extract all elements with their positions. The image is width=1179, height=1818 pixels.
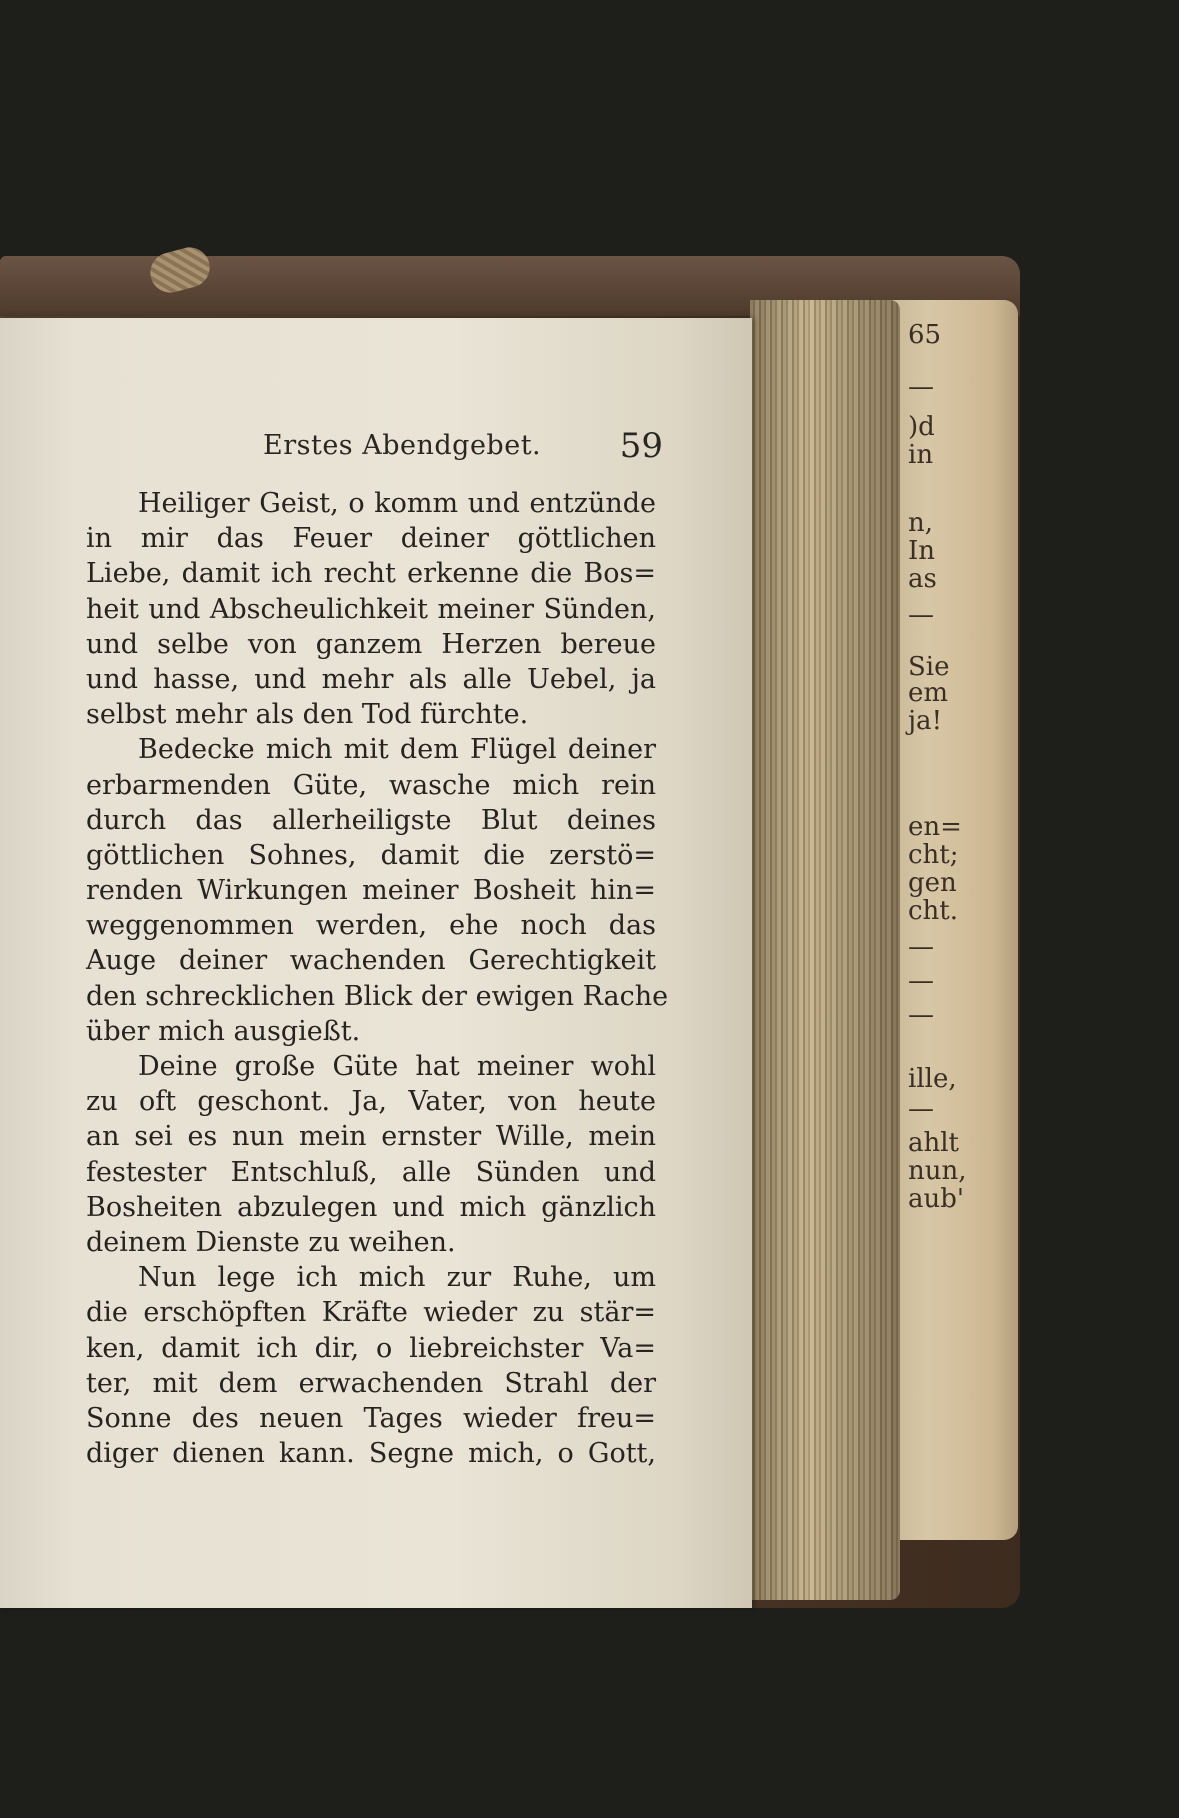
book-page — [0, 318, 752, 1608]
page-stack-shade — [750, 300, 900, 1600]
facing-page-fragment: )d — [908, 412, 935, 442]
text-line: renden Wirkungen meiner Bosheit hin= — [86, 875, 656, 907]
text-line: Deine große Güte hat meiner wohl — [138, 1051, 656, 1082]
facing-page-fragment: nun, — [908, 1156, 967, 1186]
facing-page-fragment: ahlt — [908, 1128, 960, 1158]
facing-page-fragment: in — [908, 440, 934, 470]
facing-page-fragment: aub' — [908, 1184, 965, 1214]
text-line: ter, mit dem erwachenden Strahl der — [86, 1367, 656, 1399]
text-line: diger dienen kann. Segne mich, o Gott, — [86, 1438, 656, 1470]
text-line: weggenommen werden, ehe noch das — [86, 910, 656, 942]
running-title: Erstes Abendgebet. — [263, 430, 542, 461]
facing-page-fragment: Sie — [908, 652, 950, 682]
facing-page-fragment: — — [908, 372, 934, 402]
text-line: die erschöpften Kräfte wieder zu stär= — [86, 1297, 656, 1329]
facing-page-fragment: gen — [908, 868, 957, 898]
text-line: zu oft geschont. Ja, Vater, von heute — [86, 1086, 656, 1118]
facing-page-fragment: — — [908, 1000, 934, 1030]
running-head — [88, 426, 663, 470]
text-line: göttlichen Sohnes, damit die zerstö= — [86, 839, 656, 871]
facing-page-fragment: ja! — [908, 706, 943, 736]
text-line: heit und Abscheulichkeit meiner Sünden, — [86, 593, 656, 625]
facing-page-fragment: In — [908, 536, 936, 566]
facing-page-fragment: en= — [908, 812, 962, 842]
facing-page-fragment: — — [908, 600, 934, 630]
text-line: Bosheiten abzulegen und mich gänzlich — [86, 1191, 656, 1223]
text-line: erbarmenden Güte, wasche mich rein — [86, 769, 656, 801]
facing-page-fragment: cht. — [908, 896, 959, 926]
text-line: an sei es nun mein ernster Wille, mein — [86, 1121, 656, 1153]
text-line: und hasse, und mehr als alle Uebel, ja — [86, 663, 656, 695]
text-line: und selbe von ganzem Herzen bereue — [86, 628, 656, 660]
text-line: selbst mehr als den Tod fürchte. — [86, 699, 529, 731]
text-line: in mir das Feuer deiner göttlichen — [86, 523, 656, 555]
text-line: den schrecklichen Blick der ewigen Rache — [86, 980, 669, 1012]
facing-page-fragment: n, — [908, 508, 934, 538]
text-line: Auge deiner wachenden Gerechtigkeit — [86, 945, 656, 977]
facing-page-fragment: ille, — [908, 1064, 957, 1094]
facing-page-fragment: cht; — [908, 840, 959, 870]
facing-page-fragment: — — [908, 966, 934, 996]
facing-page — [888, 300, 1018, 1540]
text-line: festester Entschluß, alle Sünden und — [86, 1156, 656, 1188]
text-line: Heiliger Geist, o komm und entzünde — [138, 488, 656, 519]
facing-page-fragment: em — [908, 678, 949, 708]
text-line: deinem Dienste zu weihen. — [86, 1226, 456, 1258]
facing-page-fragment: as — [908, 564, 937, 594]
facing-page-fragment: — — [908, 932, 934, 962]
text-line: über mich ausgießt. — [86, 1015, 361, 1047]
facing-page-fragment: 65 — [908, 320, 942, 350]
body-text — [86, 486, 669, 1471]
page-number: 59 — [619, 426, 663, 466]
text-line: Bedecke mich mit dem Flügel deiner — [138, 734, 656, 766]
text-line: durch das allerheiligste Blut deines — [86, 804, 656, 836]
text-line: Nun lege ich mich zur Ruhe, um — [138, 1262, 656, 1294]
text-line: Sonne des neuen Tages wieder freu= — [86, 1402, 656, 1434]
facing-page-fragment: — — [908, 1094, 934, 1124]
text-line: ken, damit ich dir, o liebreichster Va= — [86, 1332, 656, 1364]
text-line: Liebe, damit ich recht erkenne die Bos= — [86, 558, 656, 590]
